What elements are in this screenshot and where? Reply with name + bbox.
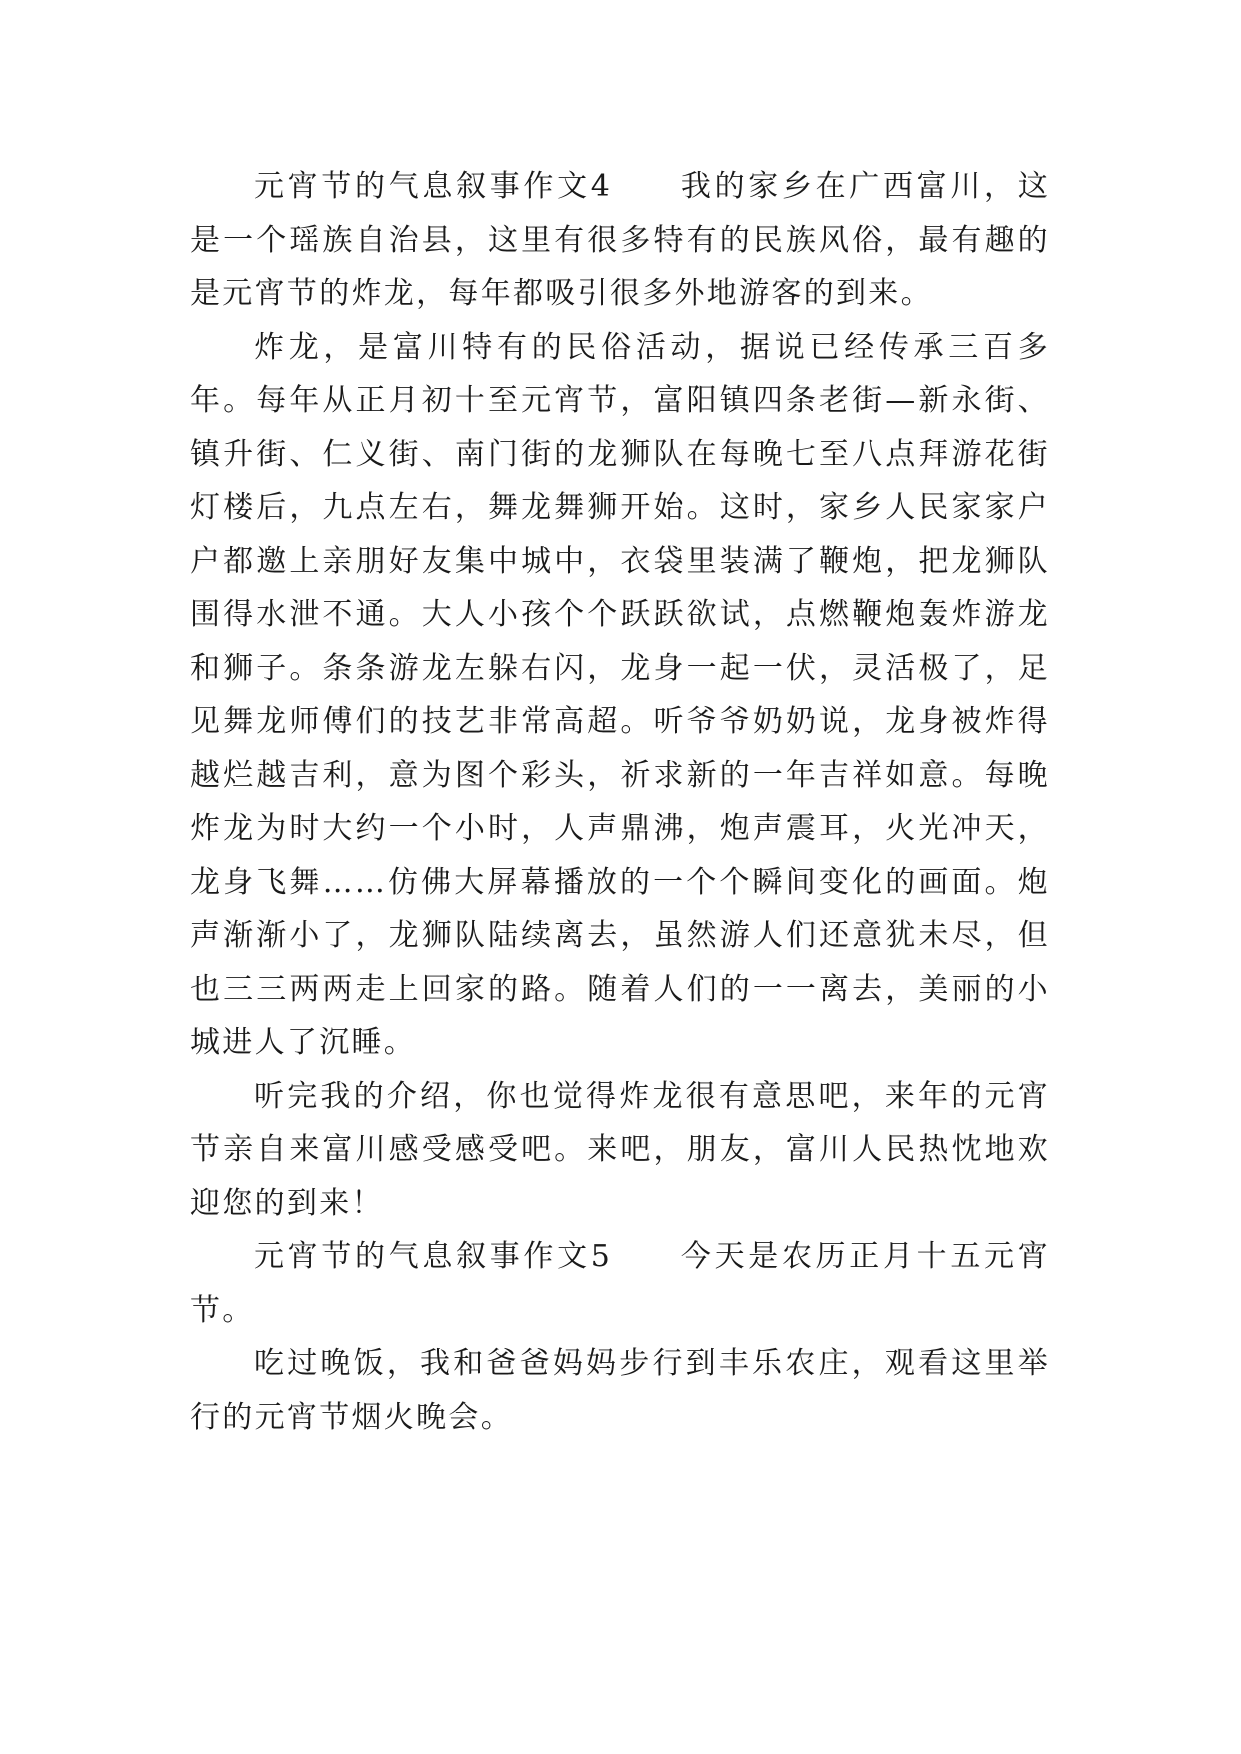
paragraph-invitation: 听完我的介绍，你也觉得炸龙很有意思吧，来年的元宵节亲自来富川感受感受吧。来吧，朋友，富川人民热忱地欢迎您的到来！ xyxy=(190,1078,1050,1221)
paragraph-fireworks-evening: 吃过晚饭，我和爸爸妈妈步行到丰乐农庄，观看这里举行的元宵节烟火晚会。 xyxy=(190,1346,1050,1435)
document-body xyxy=(190,160,1050,1444)
paragraph-essay-4-intro: 元宵节的气息叙事作文4 我的家乡在广西富川，这是一个瑶族自治县，这里有很多特有的民族风俗，最有趣的是元宵节的炸龙，每年都吸引很多外地游客的到来。 xyxy=(190,169,1050,311)
paragraph-dragon-bombing: 炸龙，是富川特有的民俗活动，据说已经传承三百多年。每年从正月初十至元宵节，富阳镇四条老街—新永街、镇升街、仁义街、南门街的龙狮队在每晚七至八点拜游花街灯楼后，九点左右，舞龙舞狮开始。这时，家乡人民家家户户都邀上亲朋好友集中城中，衣袋里装满了鞭炮，把龙狮队围得水泄不通。大人小孩个个跃跃欲试，点燃鞭炮轰炸游龙和狮子。条条游龙左躲右闪，龙身一起一伏，灵活极了，足见舞龙师傅们的技艺非常高超。听爷爷奶奶说，龙身被炸得越烂越吉利，意为图个彩头，祈求新的一年吉祥如意。每晚炸龙为时大约一个小时，人声鼎沸，炮声震耳，火光冲天，龙身飞舞……仿佛大屏幕播放的一个个瞬间变化的画面。炮声渐渐小了，龙狮队陆续离去，虽然游人们还意犹未尽，但也三三两两走上回家的路。随着人们的一一离去，美丽的小城进人了沉睡。 xyxy=(190,329,1050,1060)
paragraph-essay-5-intro: 元宵节的气息叙事作文5 今天是农历正月十五元宵节。 xyxy=(190,1239,1050,1328)
